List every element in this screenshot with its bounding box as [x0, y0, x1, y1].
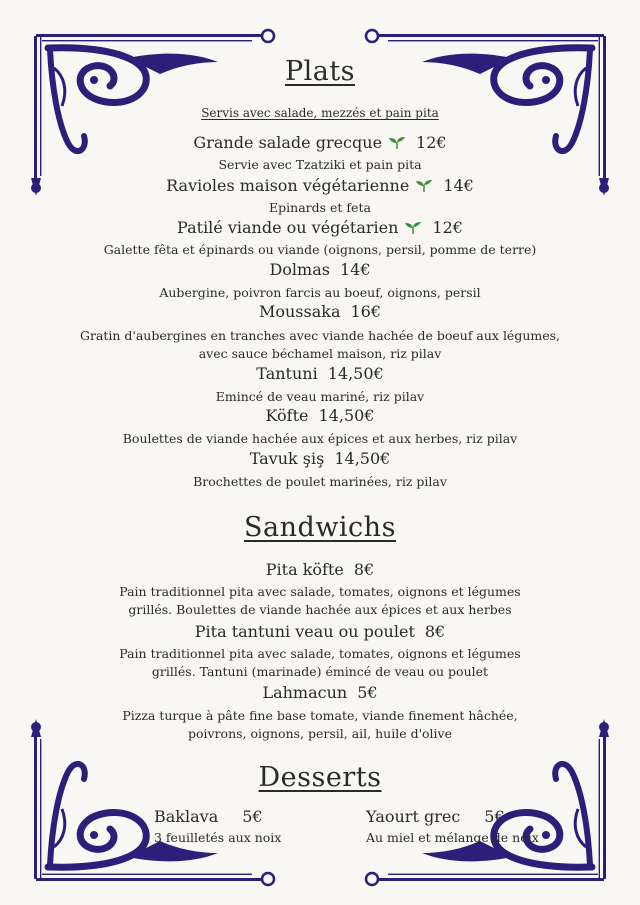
item-price: 14€	[443, 176, 474, 195]
item-price: 14,50€	[334, 449, 391, 468]
item-price: 5€	[357, 683, 378, 702]
item-name: Patilé viande ou végétarien	[177, 218, 399, 237]
item-price: 14€	[339, 260, 371, 279]
item-description: Pain traditionnel pita avec salade, tomates, oignons et légumes grillés. Boulettes de viande hachée aux épices et aux herbes	[119, 584, 521, 617]
item-description: Servie avec Tzatziki et pain pita	[218, 157, 422, 172]
item-name: Pita köfte	[265, 560, 344, 579]
menu-item	[0, 683, 640, 702]
item-name: Baklava	[154, 807, 219, 826]
item-description: Pain traditionnel pita avec salade, tomates, oignons et légumes grillés. Tantuni (marinade) émincé de veau ou poulet	[119, 646, 521, 679]
section-title-plats: Plats	[284, 56, 356, 87]
item-name: Ravioles maison végétarienne	[166, 176, 410, 195]
leaf-icon	[404, 221, 422, 235]
section-title-sandwichs: Sandwichs	[244, 512, 396, 543]
item-price: 12€	[416, 133, 447, 152]
item-description: Brochettes de poulet marinées, riz pilav	[193, 474, 447, 489]
item-price: 16€	[350, 302, 382, 321]
item-price: 8€	[424, 622, 446, 641]
leaf-icon	[415, 179, 433, 193]
item-price: 5€	[484, 807, 505, 826]
leaf-icon	[388, 136, 406, 150]
item-description: Pizza turque à pâte fine base tomate, viande finement hâchée, poivrons, oignons, persil, ail, huile d'olive	[122, 708, 518, 741]
item-name: Pita tantuni veau ou poulet	[194, 622, 415, 641]
item-name: Yaourt grec	[366, 807, 461, 826]
item-price: 5€	[242, 807, 263, 826]
item-description: Emincé de veau mariné, riz pilav	[215, 389, 425, 404]
menu-item	[0, 302, 640, 321]
item-price: 14,50€	[318, 406, 375, 425]
item-description: Galette fêta et épinards ou viande (oignons, persil, pomme de terre)	[103, 242, 537, 257]
item-description: Boulettes de viande hachée aux épices et aux herbes, riz pilav	[122, 431, 518, 446]
item-description: Epinards et feta	[269, 200, 371, 215]
item-name: Lahmacun	[262, 683, 348, 702]
section-title-desserts: Desserts	[258, 762, 382, 793]
item-name: Dolmas	[269, 260, 330, 279]
menu-item	[0, 176, 640, 195]
item-price: 14,50€	[327, 364, 384, 383]
item-description: Au miel et mélange de noix	[366, 830, 539, 845]
item-price: 8€	[353, 560, 375, 579]
menu-item	[0, 260, 640, 279]
item-description: Aubergine, poivron farcis au boeuf, oignons, persil	[159, 285, 481, 300]
item-name: Tavuk şiş	[249, 449, 325, 468]
item-description: 3 feuilletés aux noix	[154, 830, 282, 845]
item-price: 12€	[432, 218, 463, 237]
menu-item	[0, 560, 640, 579]
plats-subtitle: Servis avec salade, mezzés et pain pita	[201, 106, 439, 120]
menu-item	[366, 807, 505, 826]
menu-item	[0, 364, 640, 383]
item-name: Moussaka	[258, 302, 341, 321]
item-name: Grande salade grecque	[193, 133, 383, 152]
menu-item	[0, 622, 640, 641]
menu-item	[154, 807, 263, 826]
menu-item	[0, 406, 640, 425]
item-name: Tantuni	[256, 364, 318, 383]
item-name: Köfte	[265, 406, 309, 425]
menu-item	[0, 218, 640, 237]
item-description: Gratin d'aubergines en tranches avec viande hachée de boeuf aux légumes, avec sauce béchamel maison, riz pilav	[79, 328, 561, 361]
menu-item	[0, 449, 640, 468]
menu-item	[0, 133, 640, 152]
